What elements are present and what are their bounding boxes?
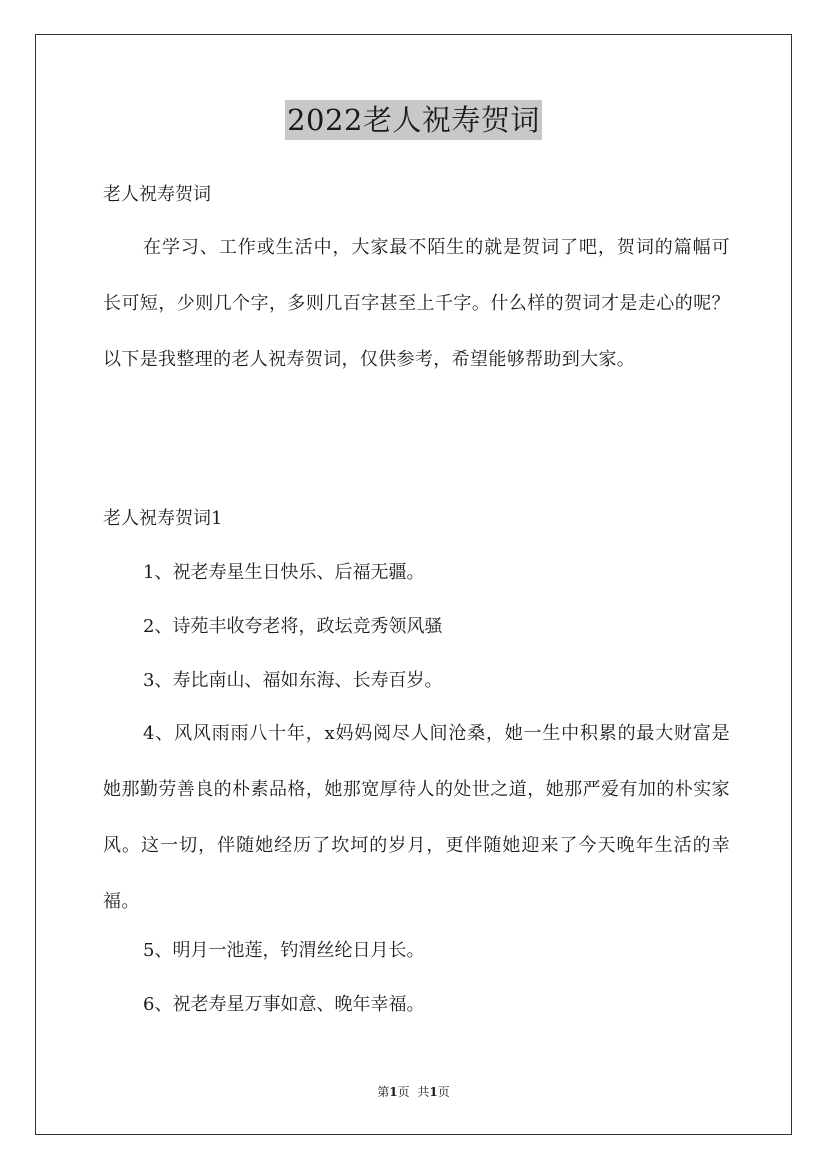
list-item: 1、祝老寿星生日快乐、后福无疆。 <box>143 562 425 583</box>
list-item: 3、寿比南山、福如东海、长寿百岁。 <box>143 670 443 691</box>
list-item: 4、风风雨雨八十年，x妈妈阅尽人间沧桑，她一生中积累的最大财富是她那勤劳善良的朴素品格，她那宽厚待人的处世之道，她那严爱有加的朴实家风。这一切，伴随她经历了坎坷的岁月，更伴随她迎来了今天晚年生活的幸福。 <box>103 723 730 912</box>
total-suffix: 页 <box>437 1085 450 1099</box>
list-item: 5、明月一池莲，钓渭丝纶日月长。 <box>143 940 425 961</box>
page-suffix: 页 <box>397 1085 410 1099</box>
title-wrap <box>0 100 827 140</box>
page-current: 1 <box>389 1085 398 1099</box>
section-heading: 老人祝寿贺词1 <box>103 508 223 529</box>
document-subtitle: 老人祝寿贺词 <box>103 184 211 205</box>
intro-paragraph: 在学习、工作或生活中，大家最不陌生的就是贺词了吧，贺词的篇幅可长可短，少则几个字，多则几百字甚至上千字。什么样的贺词才是走心的呢？以下是我整理的老人祝寿贺词，仅供参考，希望能够帮助到大家。 <box>103 237 730 370</box>
list-item: 6、祝老寿星万事如意、晚年幸福。 <box>143 994 425 1015</box>
page-total: 1 <box>429 1085 438 1099</box>
page-footer <box>0 1083 827 1101</box>
total-prefix: 共 <box>417 1085 430 1099</box>
document-title: 2022老人祝寿贺词 <box>285 100 542 140</box>
page-prefix: 第 <box>377 1085 390 1099</box>
list-item: 2、诗苑丰收夸老将，政坛竞秀领风骚 <box>143 616 443 637</box>
